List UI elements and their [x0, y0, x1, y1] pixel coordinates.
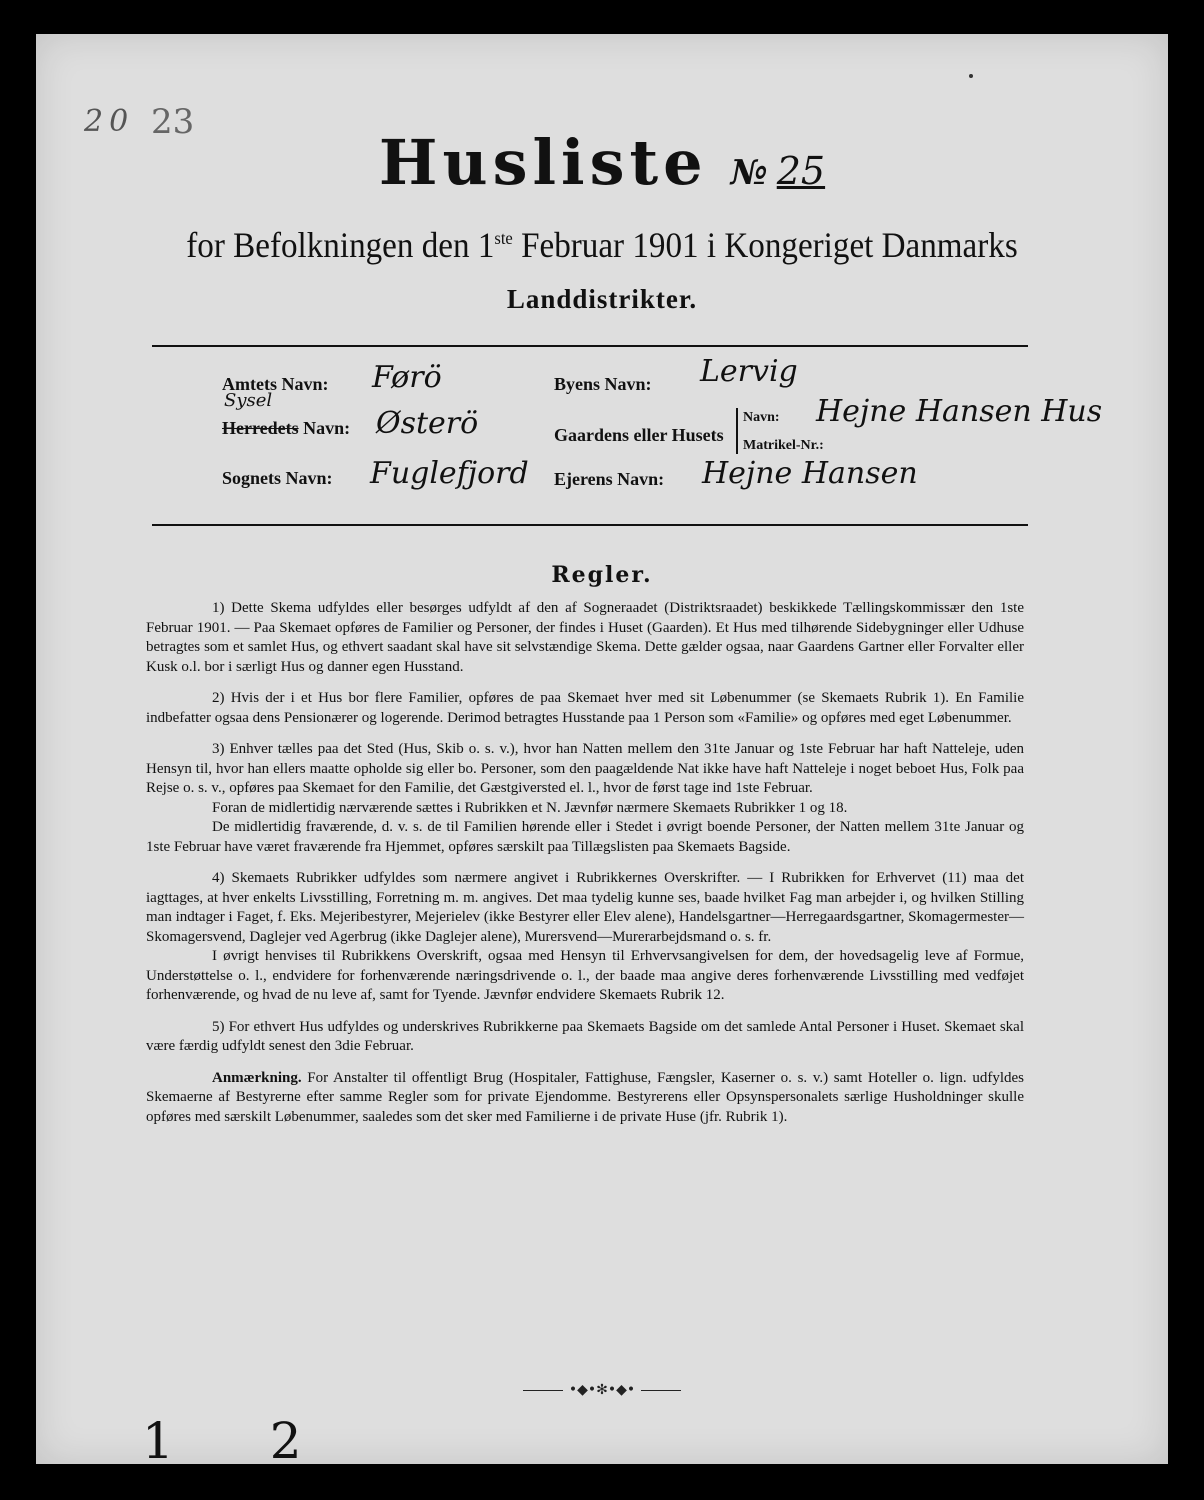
herred-struck-text: Herredets — [222, 418, 299, 438]
annotation — [146, 1069, 1024, 1128]
amt-value: Førö — [372, 360, 442, 395]
herred-value: Østerö — [376, 406, 479, 441]
subtitle-part-2: Februar 1901 i Kongeriget Danmarks — [512, 225, 1018, 265]
rule-3-absent: De midlertidig fraværende, d. v. s. de til Familien hørende eller i Stedet i øvrigt boende Personer, der Natten mellem 31te Januar og 1ste Februar have været fraværende fra Hjemmet, opføres særskilt paa Tillægslisten paa Skemaets Bagside. — [146, 819, 1024, 855]
ejer-label: Ejerens Navn: — [554, 469, 665, 489]
subtitle-superscript: ste — [494, 228, 513, 248]
rule-5: 5) For ethvert Hus udfyldes og underskrives Rubrikkerne paa Skemaets Bagside om det samlede Antal Personer i Huset. Skemaet skal være færdig udfyldt senest den 3die Februar. — [146, 1018, 1024, 1054]
speck — [969, 74, 973, 78]
annotation-text: For Anstalter til offentligt Brug (Hospitaler, Fattighuse, Fængsler, Kaserner o. s. v.) samt Hoteller o. lign. udfyldes Skemaerne af Bestyrerne efter samme Regler som for private Ejendomme. Bestyrerens eller Opsynspersonalets særlige Husholdninger skulle opføres med særskilt Løbenummer, saaledes som det sker med Familierne i de private Huse (jfr. Rubrik 1). — [146, 1069, 1024, 1125]
form-page — [36, 34, 1168, 1470]
handwritten-list-number: 25 — [776, 149, 826, 193]
gaard-label: Gaardens eller Husets — [554, 425, 724, 445]
rule-4-more: I øvrigt henvises til Rubrikkens Overskrift, ogsaa med Hensyn til Erhvervsangivelsen for dem, der hovedsagelig leve af Formue, Understøttelse o. l., endvidere for forhenværende næringsdrivende o. l., der baade maa angive deres forhenværende Livsstilling med vedføjet forhenværende, og hvad de nu leve af, samt for Tyende. Jævnfør endvidere Skemaets Rubrik 12. — [146, 948, 1024, 1003]
rules-title: Regler. — [551, 562, 653, 588]
stamp-number: 23 — [151, 102, 195, 142]
annotation-label: Anmærkning. — [212, 1069, 302, 1086]
page-title: Husliste — [378, 126, 708, 199]
herred-label — [222, 418, 350, 439]
ornament-glyphs: •◆•✻•◆• — [568, 1382, 636, 1398]
handwritten-page-number: 1 2 — [142, 1412, 342, 1470]
numero-label: № — [730, 153, 768, 193]
ejer-value: Hejne Hansen — [702, 456, 918, 491]
gaard-brace — [736, 408, 738, 454]
by-label: Byens Navn: — [554, 374, 652, 394]
pencil-note: 20 — [84, 104, 135, 139]
title-row — [36, 126, 1168, 199]
rule-3: 3) Enhver tælles paa det Sted (Hus, Skib o. s. v.), hvor han Natten mellem den 31te Januar og 1ste Februar har haft Natteleje, uden Hensyn til, hvor han ellers maatte opholde sig eller bo. Personer, som den paagældende Nat ikke have haft Natteleje i noget beboet Hus, Folk paa Rejse o. s. v., opføres paa Skemaet for den Familie, det Gæstgiversted el. l., hvor de først tage ind 1ste Februar. — [146, 741, 1024, 796]
herred-label-rest: Navn: — [298, 418, 351, 438]
district-heading: Landdistrikter. — [506, 284, 698, 314]
rule-1: 1) Dette Skema udfyldes eller besørges udfyldt af den af Sogneraadet (Distriktsraadet) beskikkede Tællingskommissær den 1ste Februar 1901. — Paa Skemaet opføres de Familier og Personer, der findes i Huset (Gaarden). Et Hus med tilhørende Sidebygninger eller Udhuse betragtes som et samlet Hus, og ethvert saadant skal have sit selvstændige Skema. Dette gælder ogsaa, naar Gaardens Gartner eller Forvalter eller Kusk o.l. bor i særligt Hus og danner egen Husstand. — [146, 600, 1024, 675]
top-divider — [152, 345, 1028, 347]
gaard-navn-value: Hejne Hansen Hus — [816, 394, 1103, 429]
gaard-matrikel-label: Matrikel-Nr.: — [743, 438, 824, 453]
sogn-label: Sognets Navn: — [222, 468, 333, 488]
bottom-divider — [152, 524, 1028, 526]
herred-correction: Sysel — [224, 390, 273, 411]
sogn-value: Fuglefjord — [370, 456, 529, 491]
rule-4: 4) Skemaets Rubrikker udfyldes som nærmere angivet i Rubrikkernes Overskrifter. — I Rubrikken for Erhvervet (11) maa det iagttages, at hver enkelts Livsstilling, Forretning m. m. angives. Det maa tydelig kunne ses, baade hvilket Fag man arbejder i, og hvilken Stilling man indtager i Faget, f. Eks. Mejeribestyrer, Mejerielev (ikke Bestyrer eller Elev alene), Handelsgartner—Herregaardsgartner, Skomagermester—Skomagersvend, Daglejer ved Agerbrug (ikke Daglejer alene), Murersvend—Murerarbejdsmand o. s. fr. — [146, 870, 1024, 945]
subtitle — [81, 224, 1122, 266]
gaard-navn-label: Navn: — [743, 410, 780, 425]
rules-body — [146, 599, 1024, 1139]
rule-3-present: Foran de midlertidig nærværende sættes i Rubrikken et N. Jævnfør nærmere Skemaets Rubrikker 1 og 18. — [212, 799, 848, 816]
subtitle-part-1: for Befolkningen den 1 — [186, 225, 495, 265]
ornament-divider — [36, 1382, 1168, 1398]
amt-label: Amtets Navn: — [222, 374, 329, 394]
rule-2: 2) Hvis der i et Hus bor flere Familier, opføres de paa Skemaet hver med sit Løbenummer (se Skemaets Rubrik 1). En Familie indbefatter ogsaa dens Pensionærer og logerende. Derimod betragtes Husstande paa 1 Person som «Familie» og opføres med eget Løbenummer. — [146, 690, 1024, 726]
by-value: Lervig — [700, 354, 798, 389]
